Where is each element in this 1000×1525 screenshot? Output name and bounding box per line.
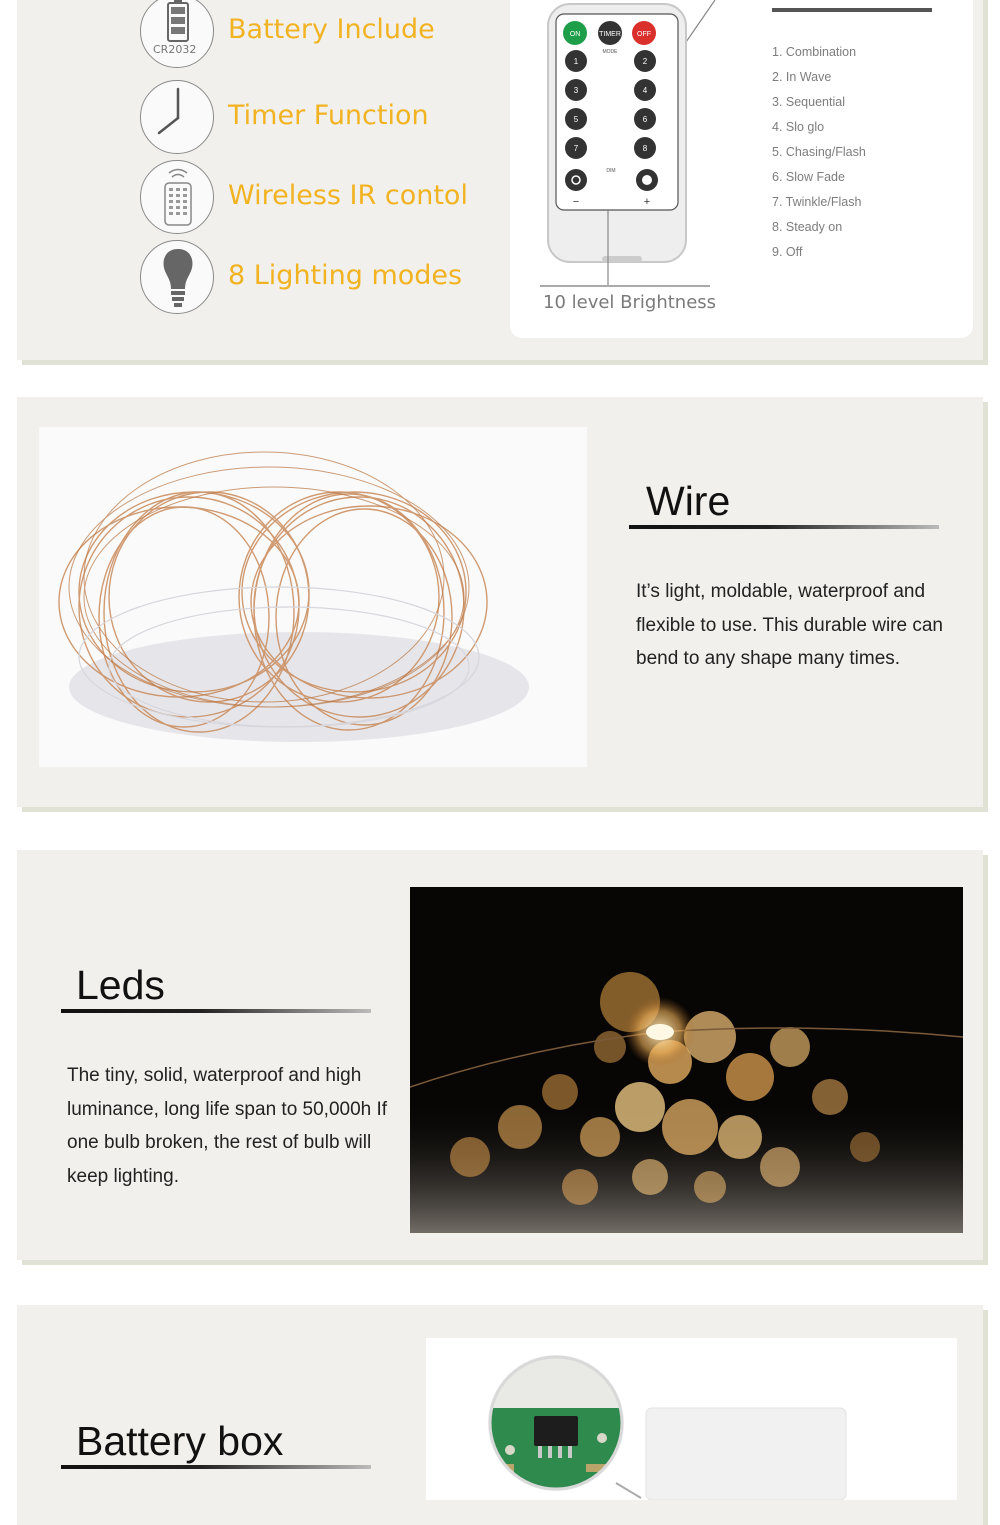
wire-title: Wire xyxy=(646,478,731,524)
feature-label-battery: Battery Include xyxy=(228,14,435,45)
key-7-label: 7 xyxy=(573,144,579,153)
battery-box-photo xyxy=(426,1338,957,1500)
mode-item: 8. Steady on xyxy=(772,220,843,234)
on-button-label: ON xyxy=(569,31,581,38)
dim-down-button xyxy=(565,169,587,191)
leds-title: Leds xyxy=(76,962,165,1008)
key-6-label: 6 xyxy=(642,115,648,124)
off-button-label: OFF xyxy=(637,31,651,38)
key-2-label: 2 xyxy=(642,57,648,66)
key-4-label: 4 xyxy=(642,86,648,95)
copper-wire-photo xyxy=(39,427,587,767)
brightness-caption: 10 level Brightness xyxy=(543,292,717,313)
key-1-label: 1 xyxy=(573,57,579,66)
feature-label-timer: Timer Function xyxy=(228,100,429,131)
remote-diagram xyxy=(510,0,1000,340)
lighting-mode-list xyxy=(772,40,866,265)
mode-item: 2. In Wave xyxy=(772,70,832,84)
battery-box-title: Battery box xyxy=(76,1418,284,1464)
dim-label: DIM xyxy=(606,168,616,174)
dim-plus-label: + xyxy=(643,196,651,208)
feature-label-wireless: Wireless IR contol xyxy=(228,180,468,211)
leds-description: The tiny, solid, waterproof and high luminance, long life span to 50,000h If one bulb broken, the rest of bulb will keep lighting. xyxy=(67,1065,388,1187)
mode-label: MODE xyxy=(602,49,618,55)
battery-icon xyxy=(140,0,214,68)
key-8-label: 8 xyxy=(642,144,648,153)
light-bulb-icon xyxy=(140,240,214,314)
mode-item: 6. Slow Fade xyxy=(772,170,845,184)
mode-item: 5. Chasing/Flash xyxy=(772,145,866,159)
wire-title-rule xyxy=(629,525,939,529)
mode-item: 1. Combination xyxy=(772,45,857,59)
mode-item: 9. Off xyxy=(772,245,803,259)
mode-item: 4. Slo glo xyxy=(772,120,825,134)
feature-label-lighting-modes: 8 Lighting modes xyxy=(228,260,463,291)
battery-box-title-rule xyxy=(61,1465,371,1469)
bokeh-lights-photo xyxy=(410,887,963,1233)
timer-button-label: TIMER xyxy=(599,31,621,38)
battery-type-text: CR2032 xyxy=(153,43,197,56)
mode-item: 3. Sequential xyxy=(772,95,845,109)
mode-item: 7. Twinkle/Flash xyxy=(772,195,862,209)
key-5-label: 5 xyxy=(573,115,579,124)
leds-title-rule xyxy=(61,1009,371,1013)
remote-control-icon xyxy=(140,160,214,234)
clock-icon xyxy=(140,80,214,154)
dim-minus-label: − xyxy=(572,196,580,208)
key-3-label: 3 xyxy=(573,86,579,95)
wire-description: It’s light, moldable, waterproof and flexible to use. This durable wire can bend to any shape many times. xyxy=(636,581,943,669)
